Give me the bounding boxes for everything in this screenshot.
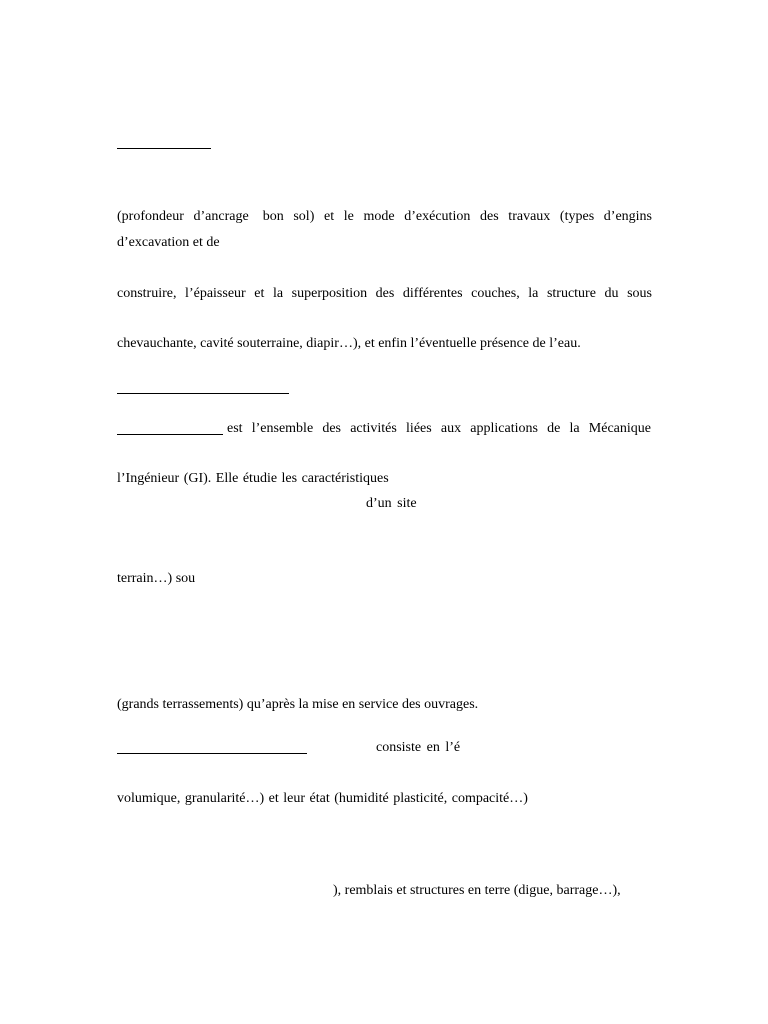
text-line-12: ), remblais et structures en terre (digue, barrage…), bbox=[333, 883, 621, 898]
text-line-10: consiste en l’é bbox=[376, 740, 461, 755]
blank-rule-1 bbox=[117, 148, 211, 149]
text-line-9: (grands terrassements) qu’après la mise en service des ouvrages. bbox=[117, 697, 479, 712]
text-fragment-1a: (profondeur d’ancrage bbox=[117, 209, 249, 224]
text-fragment-1b: bon sol) et le mode d’exécution des travaux (types d’engins bbox=[262, 209, 653, 224]
blank-rule-4 bbox=[117, 753, 307, 754]
text-line-11: volumique, granularité…) et leur état (humidité plasticité, compacité…) bbox=[117, 791, 528, 806]
text-line-8: terrain…) sou bbox=[117, 571, 196, 586]
text-line-6: l’Ingénieur (GI). Elle étudie les caractéristiques bbox=[117, 471, 389, 486]
text-line-1 bbox=[117, 209, 652, 225]
text-line-7: d’un site bbox=[366, 496, 417, 511]
text-line-5 bbox=[117, 421, 652, 437]
text-line-4: chevauchante, cavité souterraine, diapir…), et enfin l’éventuelle présence de l’eau. bbox=[117, 336, 581, 351]
blank-rule-2 bbox=[117, 393, 289, 394]
text-line-3: construire, l’épaisseur et la superposition des différentes couches, la structure du sous bbox=[117, 286, 652, 301]
text-fragment-5: est l’ensemble des activités liées aux applications de la Mécanique bbox=[227, 421, 651, 436]
text-line-2: d’excavation et de bbox=[117, 235, 220, 250]
